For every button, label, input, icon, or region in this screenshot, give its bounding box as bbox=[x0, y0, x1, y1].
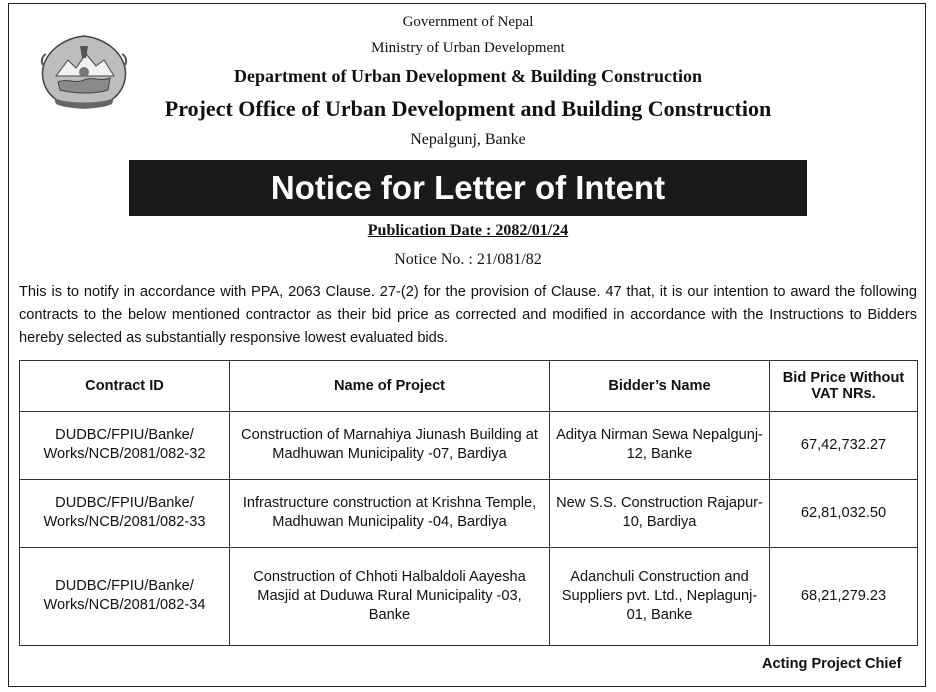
contract-id-cell: DUDBC/FPIU/Banke/ Works/NCB/2081/082-33 bbox=[20, 479, 230, 547]
bidder-name-cell: Aditya Nirman Sewa Nepalgunj-12, Banke bbox=[550, 412, 770, 480]
column-header-bidder: Bidder’s Name bbox=[550, 361, 770, 412]
column-header-bid-price: Bid Price Without VAT NRs. bbox=[770, 361, 918, 412]
notice-title-banner: Notice for Letter of Intent bbox=[129, 160, 807, 216]
notice-body: This is to notify in accordance with PPA, 2063 Clause. 27-(2) for the provision of Clause. 47 that, it is our intention to award the following contracts to the below mentioned contractor as their bid price as corrected and modified in accordance with the Instructions to Bidders hereby selected as substantially responsive lowest evaluated bids. bbox=[19, 284, 917, 346]
project-name-cell: Infrastructure construction at Krishna Temple, Madhuwan Municipality -04, Bardiya bbox=[230, 479, 550, 547]
project-name-cell: Construction of Chhoti Halbaldoli Aayesha Masjid at Duduwa Rural Municipality -03, Banke bbox=[230, 547, 550, 645]
bids-table bbox=[19, 360, 918, 646]
bid-price-cell: 67,42,732.27 bbox=[770, 412, 918, 480]
contract-id-cell: DUDBC/FPIU/Banke/ Works/NCB/2081/082-34 bbox=[20, 547, 230, 645]
table-header-row bbox=[20, 361, 918, 412]
signoff-title: Acting Project Chief bbox=[762, 656, 902, 672]
bid-price-cell: 62,81,032.50 bbox=[770, 479, 918, 547]
header-project-office: Project Office of Urban Development and Building Construction bbox=[164, 96, 772, 121]
table-row bbox=[20, 547, 918, 645]
publication-date: Publication Date : 2082/01/24 bbox=[367, 222, 569, 239]
bidder-name-cell: New S.S. Construction Rajapur-10, Bardiya bbox=[550, 479, 770, 547]
project-name-cell: Construction of Marnahiya Jiunash Building at Madhuwan Municipality -07, Bardiya bbox=[230, 412, 550, 480]
header-government: Government of Nepal bbox=[402, 14, 534, 30]
header-location: Nepalgunj, Banke bbox=[410, 131, 526, 148]
bidder-name-cell: Adanchuli Construction and Suppliers pvt. Ltd., Neplagunj-01, Banke bbox=[550, 547, 770, 645]
contract-id-cell: DUDBC/FPIU/Banke/ Works/NCB/2081/082-32 bbox=[20, 412, 230, 480]
table-row bbox=[20, 412, 918, 480]
header-department: Department of Urban Development & Building Construction bbox=[234, 66, 702, 86]
bid-price-cell: 68,21,279.23 bbox=[770, 547, 918, 645]
notice-number: Notice No. : 21/081/82 bbox=[394, 251, 542, 268]
table-row bbox=[20, 479, 918, 547]
column-header-contract-id: Contract ID bbox=[20, 361, 230, 412]
header-ministry: Ministry of Urban Development bbox=[371, 40, 565, 56]
column-header-project: Name of Project bbox=[230, 361, 550, 412]
